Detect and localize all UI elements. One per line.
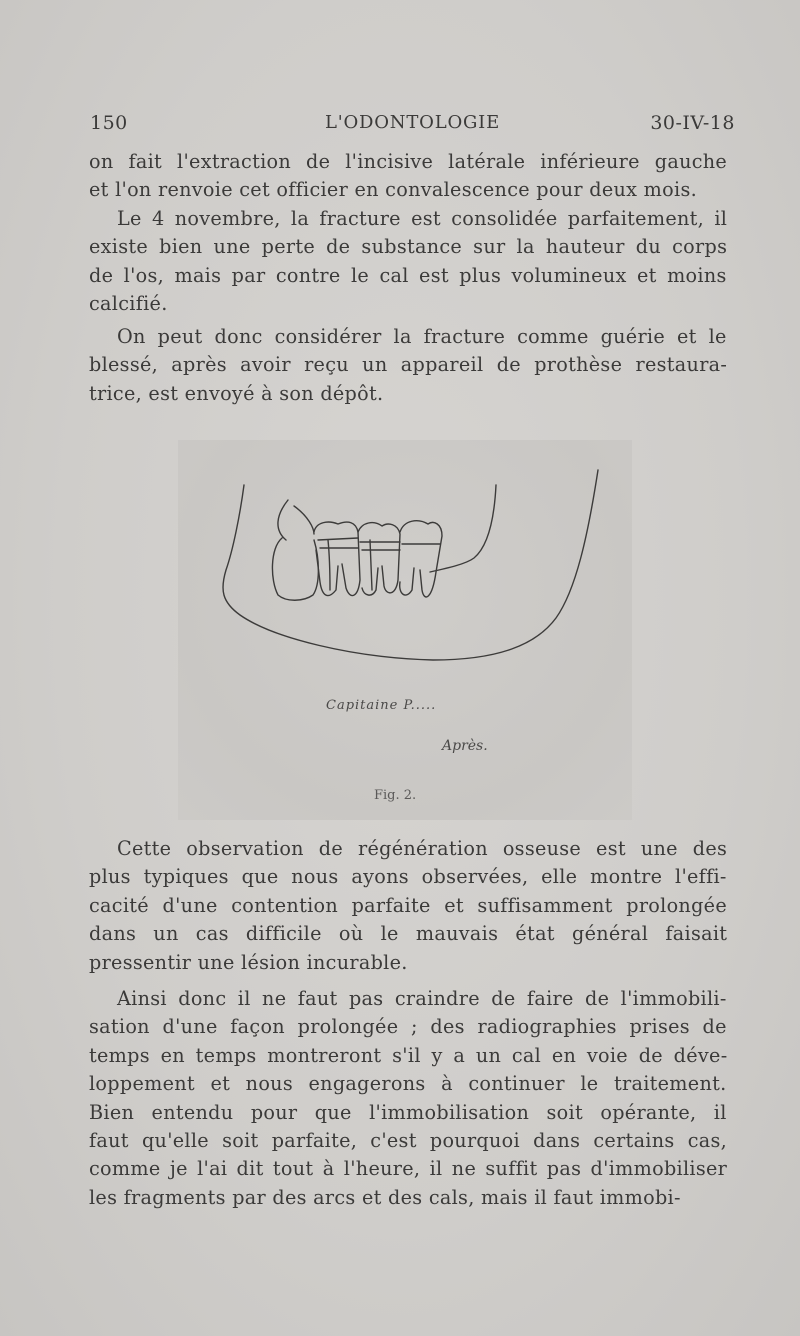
- paragraph-1: [89, 148, 727, 205]
- paragraph-2: [89, 205, 727, 319]
- handwritten-caption: Capitaine P.....: [326, 698, 437, 713]
- text-line: de l'os, mais par contre le cal est plus volumineux et moins: [89, 263, 727, 287]
- text-line: cacité d'une contention parfaite et suffisamment prolongée: [89, 893, 727, 917]
- text-line: sation d'une façon prolongée ; des radiographies prises de: [89, 1015, 727, 1039]
- text-line: les fragments par des arcs et des cals, mais il faut immobi-: [89, 1185, 681, 1209]
- figure-label: Fig. 2.: [374, 788, 417, 803]
- text-line: faut qu'elle soit parfaite, c'est pourquoi dans certains cas,: [89, 1129, 728, 1153]
- paragraph-4: [89, 835, 727, 977]
- text-line: calcifié.: [89, 292, 168, 316]
- text-line: Le 4 novembre, la fracture est consolidée parfaitement, il: [117, 207, 728, 230]
- running-header: [90, 112, 735, 142]
- text-line: plus typiques que nous ayons observées, elle montre l'effi-: [89, 865, 727, 889]
- text-line: et l'on renvoie cet officier en convalescence pour deux mois.: [89, 178, 698, 202]
- text-line: temps en temps montreront s'il y a un cal en voie de déve-: [89, 1043, 728, 1067]
- text-line: Bien entendu pour que l'immobilisation soit opérante, il: [89, 1100, 727, 1124]
- jaw-sketch-image: [178, 440, 632, 820]
- text-line: Ainsi donc il ne faut pas craindre de faire de l'immobili-: [117, 987, 727, 1010]
- text-line: On peut donc considérer la fracture comme guérie et le: [117, 325, 727, 348]
- page-number: 150: [90, 112, 128, 134]
- paragraph-5: [89, 985, 727, 1212]
- text-line: dans un cas difficile où le mauvais état général faisait: [89, 922, 728, 946]
- figure-jaw-drawing: [178, 440, 632, 820]
- text-line: loppement et nous engagerons à continuer le traitement.: [89, 1072, 727, 1096]
- journal-title: L'ODONTOLOGIE: [324, 112, 501, 133]
- text-line: trice, est envoyé à son dépôt.: [89, 381, 384, 405]
- text-line: comme je l'ai dit tout à l'heure, il ne suffit pas d'immobiliser: [89, 1157, 728, 1181]
- text-line: on fait l'extraction de l'incisive latérale inférieure gauche: [89, 150, 728, 173]
- text-line: pressentir une lésion incurable.: [89, 950, 408, 974]
- issue-date: 30-IV-18: [650, 112, 735, 134]
- paragraph-3: [89, 323, 727, 408]
- text-line: blessé, après avoir reçu un appareil de prothèse restaura-: [89, 353, 728, 377]
- text-line: Cette observation de régénération osseuse est une des: [117, 837, 728, 860]
- handwritten-note: Après.: [442, 738, 488, 754]
- text-line: existe bien une perte de substance sur la hauteur du corps: [89, 235, 728, 259]
